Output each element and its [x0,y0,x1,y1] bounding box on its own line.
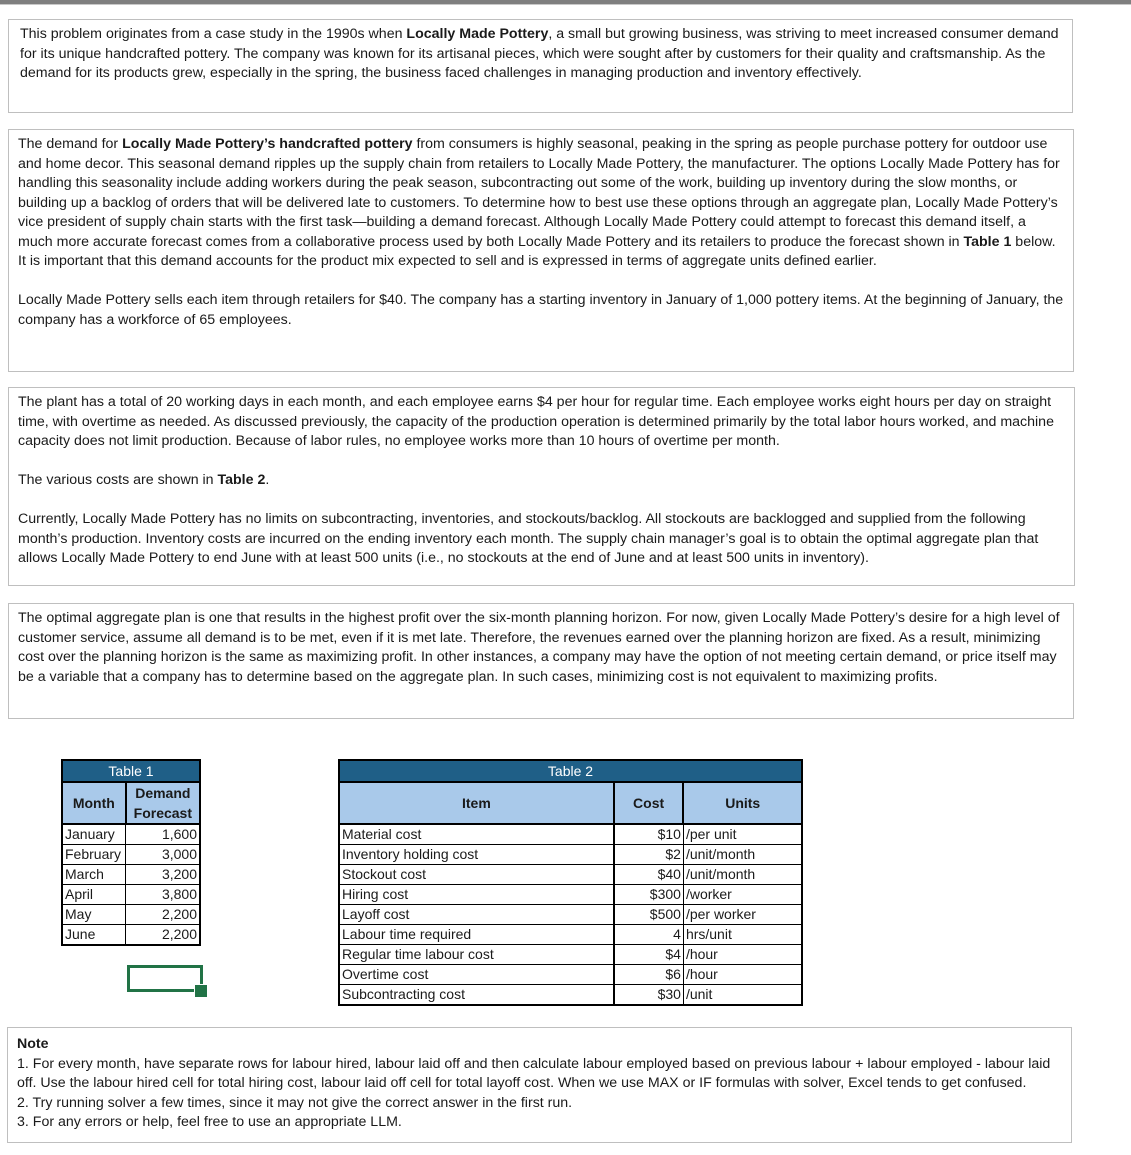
table2-header-item[interactable]: Item [339,782,614,824]
textbox-optimal-plan[interactable] [8,603,1074,719]
textbox-intro[interactable] [8,19,1073,113]
sheet-header-border [0,4,1131,5]
textbox-note[interactable] [7,1027,1072,1143]
cost-cell[interactable]: $6 [614,965,684,985]
demand-cell[interactable]: 3,200 [126,865,200,885]
item-cell[interactable]: Hiring cost [339,885,614,905]
month-cell[interactable]: February [62,845,126,865]
cost-cell[interactable]: $2 [614,845,684,865]
constraints-paragraph: Currently, Locally Made Pottery has no limits on subcontracting, inventories, and stockouts/backlog. All stockouts are backlogged and supplied from the following month’s production. Inventory costs are incurred on the ending inventory each month. The supply chain manager’s goal is to obtain the optimal aggregate plan that allows Locally Made Pottery to end June with at least 500 units (i.e., no stockouts at the end of June and at least 500 units in inventory). [18,511,1039,566]
item-cell[interactable]: Subcontracting cost [339,985,614,1006]
table-costs [338,759,803,1006]
demand-label: Demand [135,785,191,801]
unit-cell[interactable]: /unit/month [683,845,802,865]
month-cell[interactable]: May [62,905,126,925]
optimal-plan-paragraph: The optimal aggregate plan is one that results in the highest profit over the six-month planning horizon. For now, given Locally Made Pottery’s desire for a high level of customer service, assume all demand is to be met, even if it is met late. Therefore, the revenues earned over the planning horizon are fixed. As a result, minimizing cost over the planning horizon is the same as maximizing profit. In other instances, a company may have the option of not meeting certain demand, or price itself may be a variable that a company has to determine based on the aggregate plan. In such cases, minimizing cost is not equivalent to maximizing profits. [18,610,1060,685]
unit-cell[interactable]: /worker [683,885,802,905]
table1-title[interactable]: Table 1 [62,760,200,782]
unit-cell[interactable]: /per unit [683,824,802,845]
cost-cell[interactable]: $10 [614,824,684,845]
table1-header-month[interactable]: Month [62,782,126,824]
bold-run: Table 2 [217,472,266,488]
cost-cell[interactable]: $500 [614,905,684,925]
cost-cell[interactable]: $40 [614,865,684,885]
unit-cell[interactable]: /per worker [683,905,802,925]
item-cell[interactable]: Stockout cost [339,865,614,885]
month-cell[interactable]: January [62,824,126,845]
cost-cell[interactable]: $300 [614,885,684,905]
item-cell[interactable]: Labour time required [339,925,614,945]
forecast-label: Forecast [133,805,192,821]
unit-cell[interactable]: /hour [683,945,802,965]
item-cell[interactable]: Regular time labour cost [339,945,614,965]
month-cell[interactable]: April [62,885,126,905]
item-cell[interactable]: Layoff cost [339,905,614,925]
item-cell[interactable]: Material cost [339,824,614,845]
costs-paragraph: The various costs are shown in Table 2. [18,472,270,488]
demand-cell[interactable]: 2,200 [126,905,200,925]
demand-paragraph: The demand for Locally Made Pottery’s handcrafted pottery from consumers is highly seasonal, peaking in the spring as people purchase pottery for outdoor use and home decor. This seasonal demand ripples up the supply chain from retailers to Locally Made Pottery, the manufacturer. The options Locally Made Pottery has for handling this seasonality include adding workers during the peak season, subcontracting out some of the work, building up inventory during the slow months, or building up a backlog of orders that will be delivered late to customers. To determine how to best use these options through an aggregate plan, Locally Made Pottery’s vice president of supply chain starts with the first task—building a demand forecast. Although Locally Made Pottery could attempt to forecast this demand itself, a much more accurate forecast comes from a collaborative process used by both Locally Made Pottery and its retailers to produce the forecast shown in Table 1 below. It is important that this demand accounts for the product mix expected to sell and is expressed in terms of aggregate units defined earlier. [18,136,1060,269]
note-title: Note [17,1036,49,1052]
table2-header-units[interactable]: Units [683,782,802,824]
plant-paragraph: The plant has a total of 20 working days in each month, and each employee earns $4 per hour for regular time. Each employee works eight hours per day on straight time, with overtime as needed. As discussed previously, the capacity of the production operation is determined primarily by the total labor hours worked, and machine capacity does not limit production. Because of labor rules, no employee works more than 10 hours of overtime per month. [18,394,1054,449]
table1-header-demand[interactable] [126,782,200,824]
note-line: 2. Try running solver a few times, since it may not give the correct answer in the first run. [17,1094,573,1111]
month-cell[interactable]: March [62,865,126,885]
textbox-plant[interactable] [8,387,1075,586]
unit-cell[interactable]: /hour [683,965,802,985]
table2-title[interactable]: Table 2 [339,760,802,782]
cost-cell[interactable]: $4 [614,945,684,965]
table2-header-cost[interactable]: Cost [614,782,684,824]
demand-cell[interactable]: 1,600 [126,824,200,845]
demand-cell[interactable]: 2,200 [126,925,200,946]
cost-cell[interactable]: 4 [614,925,684,945]
note-line: 3. For any errors or help, feel free to use an appropriate LLM. [17,1114,402,1130]
month-cell[interactable]: June [62,925,126,946]
unit-cell[interactable]: /unit [683,985,802,1006]
fill-handle[interactable] [194,984,208,998]
bold-run: Table 1 [963,233,1012,250]
item-cell[interactable]: Overtime cost [339,965,614,985]
bold-run: Locally Made Pottery [406,26,549,42]
demand-cell[interactable]: 3,800 [126,885,200,905]
demand-cell[interactable]: 3,000 [126,845,200,865]
cost-cell[interactable]: $30 [614,985,684,1006]
unit-cell[interactable]: /unit/month [683,865,802,885]
unit-cell[interactable]: hrs/unit [683,925,802,945]
note-line: 1. For every month, have separate rows for labour hired, labour laid off and then calculate labour employed based on previous labour + labour employed - labour laid off. Use the labour hired cell for total hiring cost, labour laid off cell for total layoff cost. When we use MAX or IF formulas with solver, Excel tends to get confused. [17,1055,1051,1091]
textbox-demand[interactable] [8,129,1074,372]
table-demand-forecast [61,759,201,946]
pricing-paragraph: Locally Made Pottery sells each item through retailers for $40. The company has a starting inventory in January of 1,000 pottery items. At the beginning of January, the company has a workforce of 65 employees. [18,292,1064,328]
intro-paragraph: This problem originates from a case study in the 1990s when Locally Made Pottery, a small but growing business, was striving to meet increased consumer demand for its unique handcrafted pottery. The company was known for its artisanal pieces, which were sought after by customers for their quality and craftsmanship. As the demand for its products grew, especially in the spring, the business faced challenges in managing production and inventory effectively. [20,26,1059,81]
bold-run: Locally Made Pottery’s handcrafted pottery [122,136,413,152]
active-cell-selection[interactable] [127,965,203,992]
item-cell[interactable]: Inventory holding cost [339,845,614,865]
